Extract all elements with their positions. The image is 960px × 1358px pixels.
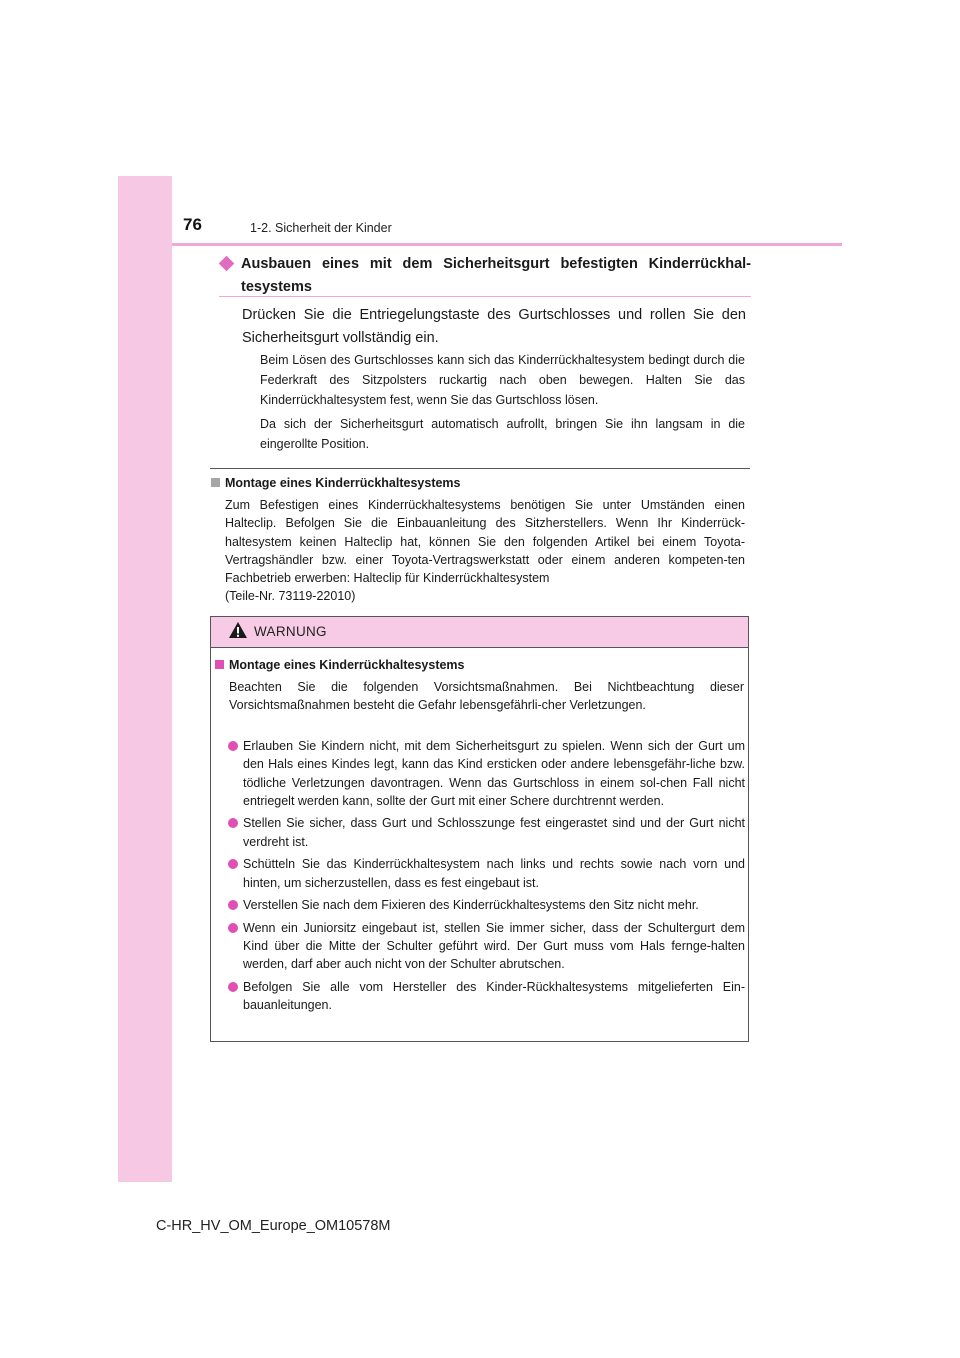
warning-bullets (227, 737, 745, 1019)
diamond-bullet-icon (219, 256, 235, 272)
section-divider (210, 468, 750, 469)
mounting-body: Zum Befestigen eines Kinderrückhaltesystems benötigen Sie unter Umständen einen Halteclip. Befolgen Sie die Einbauanleitung des Sitzherstellers. Wenn Ihr Kinderrück-haltesystem keinen Halteclip hat, können Sie den folgenden Artikel bei einem Toyota-Vertragshändler bzw. einer Toyota-Vertragswerkstatt oder einem anderen kompeten-ten Fachbetrieb erwerben: Halteclip für Kinderrückhaltesystem (225, 498, 745, 586)
square-bullet-icon (215, 660, 224, 669)
warning-title-text: Montage eines Kinderrückhaltesystems (229, 658, 465, 672)
circle-bullet-icon (228, 741, 238, 751)
circle-bullet-icon (228, 923, 238, 933)
mounting-part-number: (Teile-Nr. 73119-22010) (225, 589, 356, 603)
removal-note-2: Da sich der Sicherheitsgurt automatisch aufrollt, bringen Sie ihn langsam in die eingerollte Position. (260, 417, 745, 451)
circle-bullet-icon (228, 982, 238, 992)
side-tab-strip (118, 176, 172, 1182)
warning-header (211, 617, 748, 648)
removal-instruction: Drücken Sie die Entriegelungstaste des Gurtschlosses und rollen Sie den Sicherheitsgurt vollständig ein. (242, 307, 746, 346)
footer-document-code: C-HR_HV_OM_Europe_OM10578M (156, 1218, 391, 1234)
heading-rule (219, 296, 751, 297)
warning-triangle-icon (228, 621, 248, 639)
warning-bullet: Verstellen Sie nach dem Fixieren des Kinderrückhaltesystems den Sitz nicht mehr. (227, 896, 745, 914)
circle-bullet-icon (228, 859, 238, 869)
removal-heading (219, 253, 751, 299)
square-bullet-icon (211, 478, 220, 487)
warning-bullet: Stellen Sie sicher, dass Gurt und Schlosszunge fest eingerastet sind und der Gurt nicht verdreht ist. (227, 814, 745, 851)
circle-bullet-icon (228, 900, 238, 910)
warning-bullet: Befolgen Sie alle vom Hersteller des Kinder-Rückhaltesystems mitgelieferten Ein-bauanleitungen. (227, 978, 745, 1015)
page-number: 76 (183, 215, 202, 234)
section-title: 1-2. Sicherheit der Kinder (250, 221, 392, 235)
mounting-title (211, 476, 461, 490)
warning-box (210, 616, 749, 1042)
mounting-title-text: Montage eines Kinderrückhaltesystems (225, 476, 461, 490)
header-rule (172, 243, 842, 246)
warning-label: WARNUNG (254, 624, 327, 639)
removal-heading-text: Ausbauen eines mit dem Sicherheitsgurt befestigten Kinderrückhal-tesystems (241, 256, 751, 295)
warning-intro: Beachten Sie die folgenden Vorsichtsmaßnahmen. Bei Nichtbeachtung dieser Vorsichtsmaßnahmen besteht die Gefahr lebensgefährli-cher Verletzungen. (229, 680, 744, 713)
circle-bullet-icon (228, 818, 238, 828)
removal-note-1: Beim Lösen des Gurtschlosses kann sich das Kinderrückhaltesystem bedingt durch die Federkraft des Sitzpolsters ruckartig nach oben bewegen. Halten Sie das Kinderrückhaltesystem fest, wenn Sie das Gurtschloss lösen. (260, 353, 745, 407)
warning-bullet: Wenn ein Juniorsitz eingebaut ist, stellen Sie immer sicher, dass der Schultergurt dem Kind über die Mitte der Schulter geführt wird. Der Gurt muss vom Hals fernge-halten werden, darf aber auch nicht von der Schulter abrutschen. (227, 919, 745, 974)
warning-title (215, 658, 465, 672)
warning-bullet: Erlauben Sie Kindern nicht, mit dem Sicherheitsgurt zu spielen. Wenn sich der Gurt um den Hals eines Kindes legt, kann das Kind ersticken oder andere lebensgefähr-liche bzw. tödliche Verletzungen davontragen. Wenn das Gurtschloss in einem sol-chen Fall nicht entriegelt werden kann, sollte der Gurt mit einer Schere durchtrennt werden. (227, 737, 745, 810)
warning-bullet: Schütteln Sie das Kinderrückhaltesystem nach links und rechts sowie nach vorn und hinten, um sicherzustellen, dass es fest eingebaut ist. (227, 855, 745, 892)
